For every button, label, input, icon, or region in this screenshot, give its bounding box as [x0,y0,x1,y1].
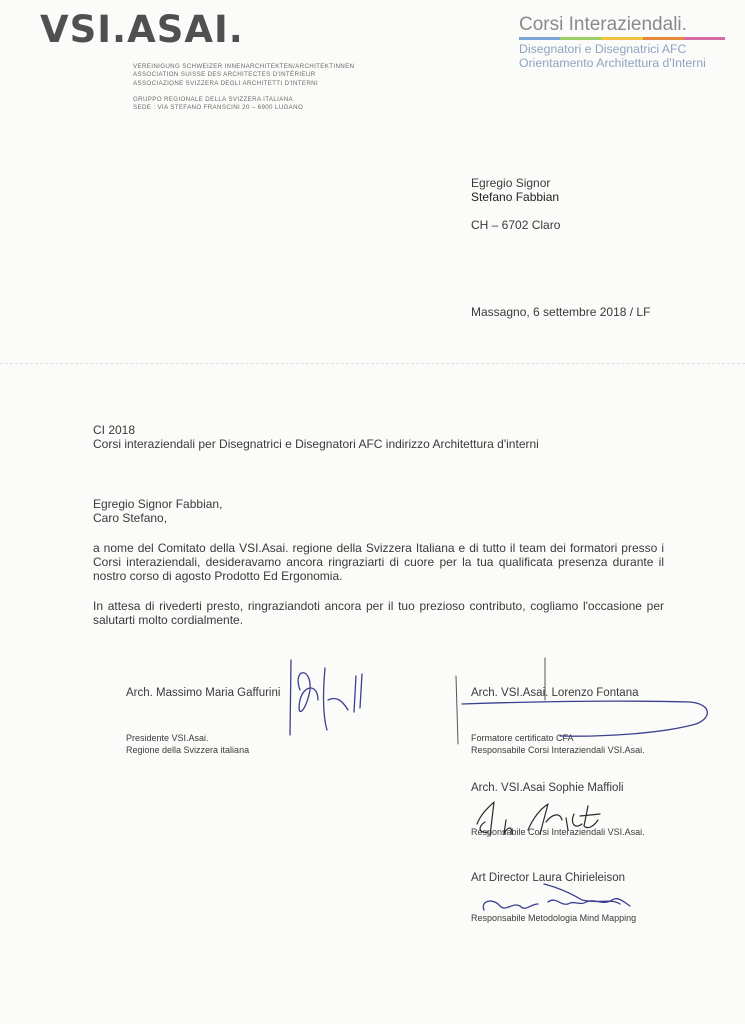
body-paragraph: a nome del Comitato della VSI.Asai. regione della Svizzera Italiana e di tutto il team dei formatori presso i Corsi interaziendali, desideravamo ancora ringraziarti di cuore per la tua qualificata presenza durante il nostro corso di agosto Prodotto Ed Ergonomia. [93,541,664,583]
subject-text: Corsi interaziendali per Disegnatrici e Disegnatori AFC indirizzo Architettura d'interni [93,437,539,451]
signatory-role-line: Responsabile Metodologia Mind Mapping [471,913,637,923]
signature-gaffurini [290,660,362,735]
signature-chirieleison [483,884,630,910]
association-line: ASSOCIAZIONE SVIZZERA DEGLI ARCHITETTI D'INTERNI [133,79,319,87]
association-line: VEREINIGUNG SCHWEIZER INNENARCHITEKTEN/ARCHITEKTINNEN [133,63,355,70]
recipient-salutation: Egregio Signor [471,176,551,190]
brand-subtitle-line: Disegnatori e Disegnatrici AFC [519,42,687,56]
vsi-asai-logo: VSI.ASAI. [40,8,244,51]
recipient-name: Stefano Fabbian [471,190,560,204]
signatory-role-line: Responsabile Corsi Interaziendali VSI.Asai. [471,827,645,837]
group-line: GRUPPO REGIONALE DELLA SVIZZERA ITALIANA [133,95,294,103]
signatory-role-line: Presidente VSI.Asai. [126,733,209,743]
seat-address-line: SEDE : VIA STEFANO FRANSCINI 20 – 6900 LUGANO [133,104,304,112]
signatory-name: Arch. Massimo Maria Gaffurini [126,687,281,699]
signature-maffioli [477,802,600,836]
signatory-name: Art Director Laura Chirieleison [471,872,626,884]
signatory-role-line: Regione della Svizzera italiana [126,744,250,755]
association-line: ASSOCIATION SUISSE DES ARCHITECTES D'INTÉRIEUR [133,71,316,79]
closing-paragraph: In attesa di rivederti presto, ringraziandoti ancora per il tuo prezioso contributo, cogliamo l'occasione per salutarti molto cordialmente. [93,599,664,627]
signatory-name: Arch. VSI.Asai Sophie Maffioli [471,782,624,794]
greeting-line: Egregio Signor Fabbian, [93,497,223,511]
greeting-line: Caro Stefano, [93,511,168,525]
subject-code: CI 2018 [93,423,136,437]
signatory-name: Arch. VSI.Asai. Lorenzo Fontana [471,687,639,699]
recipient-city: CH – 6702 Claro [471,218,561,232]
brand-subtitle-line: Orientamento Architettura d'Interni [519,55,706,70]
signature-fontana [456,658,707,744]
brand-title: Corsi Interaziendali. [519,14,687,35]
date-line: Massagno, 6 settembre 2018 / LF [471,305,651,319]
signatory-role-line: Responsabile Corsi Interaziendali VSI.Asai. [471,744,645,755]
signatory-role-line: Formatore certificato CFA [471,733,574,743]
